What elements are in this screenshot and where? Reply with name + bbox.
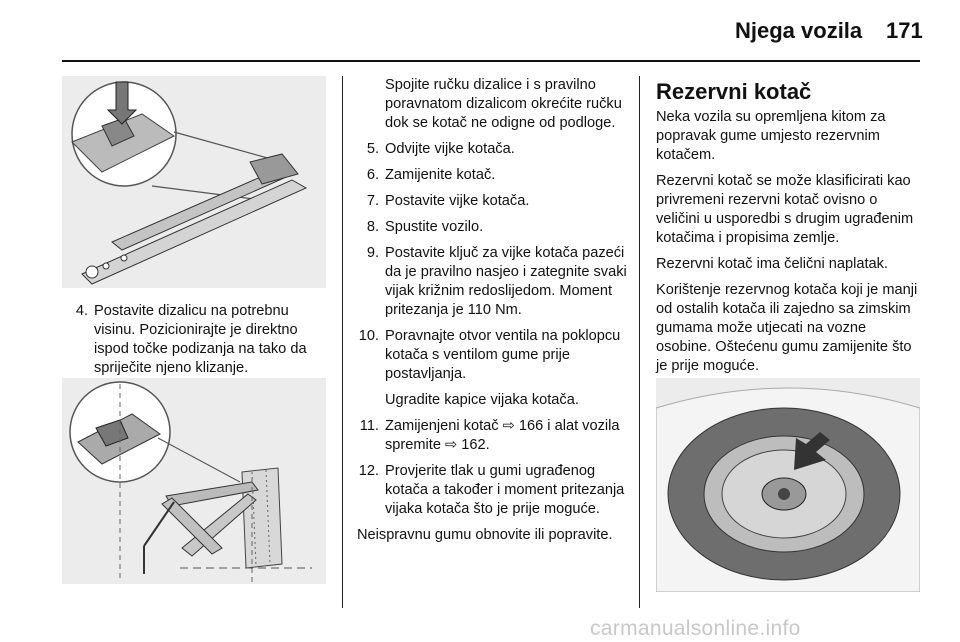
step-item bbox=[353, 417, 629, 455]
paragraph: Korištenje rezervnog kotača koji je manji od ostalih kotača ili zajedno sa zimskim gumama može utjecati na vozne osobine. Oštećenu gumu zamijenite što je prije moguće. bbox=[656, 282, 918, 374]
header-rule bbox=[62, 60, 920, 62]
step-item bbox=[353, 218, 629, 237]
step-number: 9. bbox=[366, 245, 379, 261]
spare-wheel-illustration bbox=[656, 378, 920, 592]
step-item bbox=[353, 166, 629, 185]
page-number: 171 bbox=[886, 18, 923, 43]
jack-drawing bbox=[62, 76, 326, 288]
step-text: Postavite dizalicu na potrebnu visinu. Pozicionirajte je direktno ispod točke podizanja na tako da spriječite njeno klizanje. bbox=[94, 303, 307, 376]
section-heading: Rezervni kotač bbox=[656, 79, 812, 104]
step-text: Spustite vozilo. bbox=[385, 219, 484, 235]
page-header-title: Njega vozila bbox=[735, 18, 863, 43]
column-divider bbox=[639, 76, 640, 608]
step-text: Provjerite tlak u gumi ugrađenog kotača a također i moment pritezanja vijaka kotača što je prije moguće. bbox=[385, 463, 625, 517]
watermark: carmanualsonline.info bbox=[590, 617, 801, 640]
spare-wheel-drawing bbox=[656, 378, 920, 592]
step-text: Spojite ručku dizalice i s pravilno poravnatom dizalicom okrećite ručku dok se kotač ne odigne od podloge. bbox=[385, 77, 622, 131]
step-item bbox=[353, 244, 629, 320]
step-item bbox=[353, 327, 629, 384]
step-text: Poravnajte otvor ventila na poklopcu kotača s ventilom gume prije postavljanja. bbox=[385, 328, 621, 382]
column-divider bbox=[342, 76, 343, 608]
paragraph: Neka vozila su opremljena kitom za popravak gume umjesto rezervnim kotačem. bbox=[656, 109, 886, 163]
step-text: Zamijenjeni kotač ⇨ 166 i alat vozila spremite ⇨ 162. bbox=[385, 418, 620, 453]
middle-column-text bbox=[353, 76, 629, 552]
closing-paragraph: Neispravnu gumu obnovite ili popravite. bbox=[357, 527, 613, 543]
step-number: 12. bbox=[358, 463, 379, 479]
left-column-text bbox=[62, 302, 330, 385]
jack-with-handle-illustration bbox=[62, 378, 326, 584]
step-item bbox=[353, 140, 629, 159]
step-text: Ugradite kapice vijaka kotača. bbox=[385, 392, 579, 408]
jack-handle-drawing bbox=[62, 378, 326, 584]
step-number: 7. bbox=[366, 193, 379, 209]
jack-lifting-point-illustration bbox=[62, 76, 326, 288]
paragraph: Rezervni kotač se može klasificirati kao privremeni rezervni kotač ovisno o veličini u usporedbi s drugim ugrađenim kotačima i propisima zemlje. bbox=[656, 173, 914, 246]
paragraph: Rezervni kotač ima čelični naplatak. bbox=[656, 256, 888, 272]
step-text: Odvijte vijke kotača. bbox=[385, 141, 515, 157]
step-number: 4. bbox=[75, 303, 88, 319]
step-item bbox=[62, 302, 330, 378]
step-number: 8. bbox=[366, 219, 379, 235]
step-item bbox=[353, 391, 629, 410]
step-text: Postavite vijke kotača. bbox=[385, 193, 530, 209]
step-number: 11. bbox=[359, 418, 379, 434]
step-number: 6. bbox=[366, 167, 379, 183]
step-number: 10. bbox=[358, 328, 379, 344]
step-item bbox=[353, 462, 629, 519]
step-text: Postavite ključ za vijke kotača pazeći da je pravilno nasjeo i zategnite svaki vijak križnim redoslijedom. Moment pritezanja je 110 Nm. bbox=[385, 245, 627, 318]
step-number: 5. bbox=[366, 141, 379, 157]
step-text: Zamijenite kotač. bbox=[385, 167, 496, 183]
step-continuation bbox=[353, 76, 629, 133]
step-item bbox=[353, 192, 629, 211]
right-column-text bbox=[656, 80, 924, 383]
